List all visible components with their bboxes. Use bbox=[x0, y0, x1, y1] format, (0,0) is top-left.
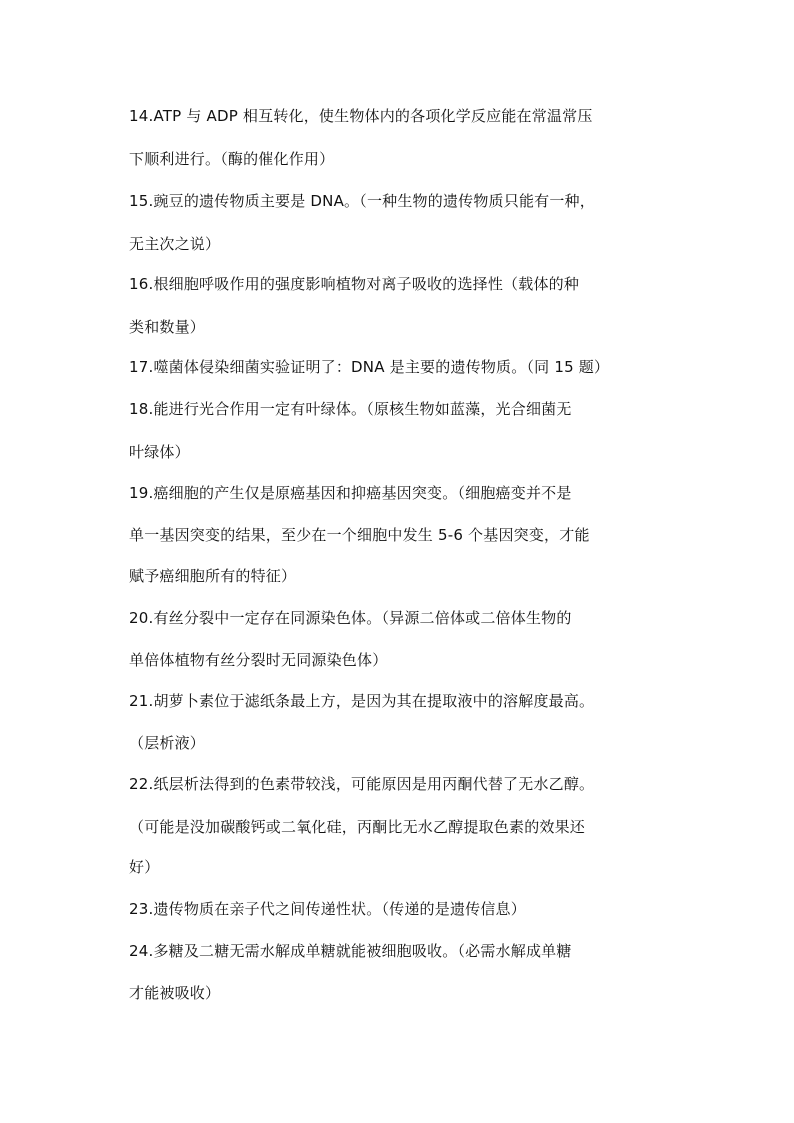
item-22-line-3: 好） bbox=[129, 858, 160, 876]
item-22-line-1: 22.纸层析法得到的色素带较浅，可能原因是用丙酮代替了无水乙醇。 bbox=[129, 775, 595, 793]
item-15-line-2: 无主次之说） bbox=[129, 235, 221, 253]
item-19-line-1: 19.癌细胞的产生仅是原癌基因和抑癌基因突变。（细胞癌变并不是 bbox=[129, 484, 572, 502]
item-23-line-1: 23.遗传物质在亲子代之间传递性状。（传递的是遗传信息） bbox=[129, 900, 526, 918]
item-16-line-1: 16.根细胞呼吸作用的强度影响植物对离子吸收的选择性（载体的种 bbox=[129, 275, 580, 293]
item-18-line-1: 18.能进行光合作用一定有叶绿体。（原核生物如蓝藻，光合细菌无 bbox=[129, 400, 572, 418]
item-20-line-2: 单倍体植物有丝分裂时无同源染色体） bbox=[129, 651, 388, 669]
item-18-line-2: 叶绿体） bbox=[129, 443, 190, 461]
item-20-line-1: 20.有丝分裂中一定存在同源染色体。（异源二倍体或二倍体生物的 bbox=[129, 609, 572, 627]
item-19-line-2: 单一基因突变的结果，至少在一个细胞中发生 5-6 个基因突变，才能 bbox=[129, 526, 590, 544]
item-16-line-2: 类和数量） bbox=[129, 318, 206, 336]
item-21-line-1: 21.胡萝卜素位于滤纸条最上方，是因为其在提取液中的溶解度最高。 bbox=[129, 692, 595, 710]
item-15-line-1: 15.豌豆的遗传物质主要是 DNA。（一种生物的遗传物质只能有一种， bbox=[129, 192, 595, 210]
item-17-line-1: 17.噬菌体侵染细菌实验证明了：DNA 是主要的遗传物质。（同 15 题） bbox=[129, 358, 610, 376]
item-24-line-2: 才能被吸收） bbox=[129, 984, 221, 1002]
item-24-line-1: 24.多糖及二糖无需水解成单糖就能被细胞吸收。（必需水解成单糖 bbox=[129, 942, 572, 960]
item-22-line-2: （可能是没加碳酸钙或二氧化硅，丙酮比无水乙醇提取色素的效果还 bbox=[129, 818, 586, 836]
item-21-line-2: （层析液） bbox=[129, 734, 206, 752]
item-14-line-2: 下顺利进行。（酶的催化作用） bbox=[129, 150, 335, 168]
item-19-line-3: 赋予癌细胞所有的特征） bbox=[129, 567, 297, 585]
item-14-line-1: 14.ATP 与 ADP 相互转化，使生物体内的各项化学反应能在常温常压 bbox=[129, 107, 593, 125]
